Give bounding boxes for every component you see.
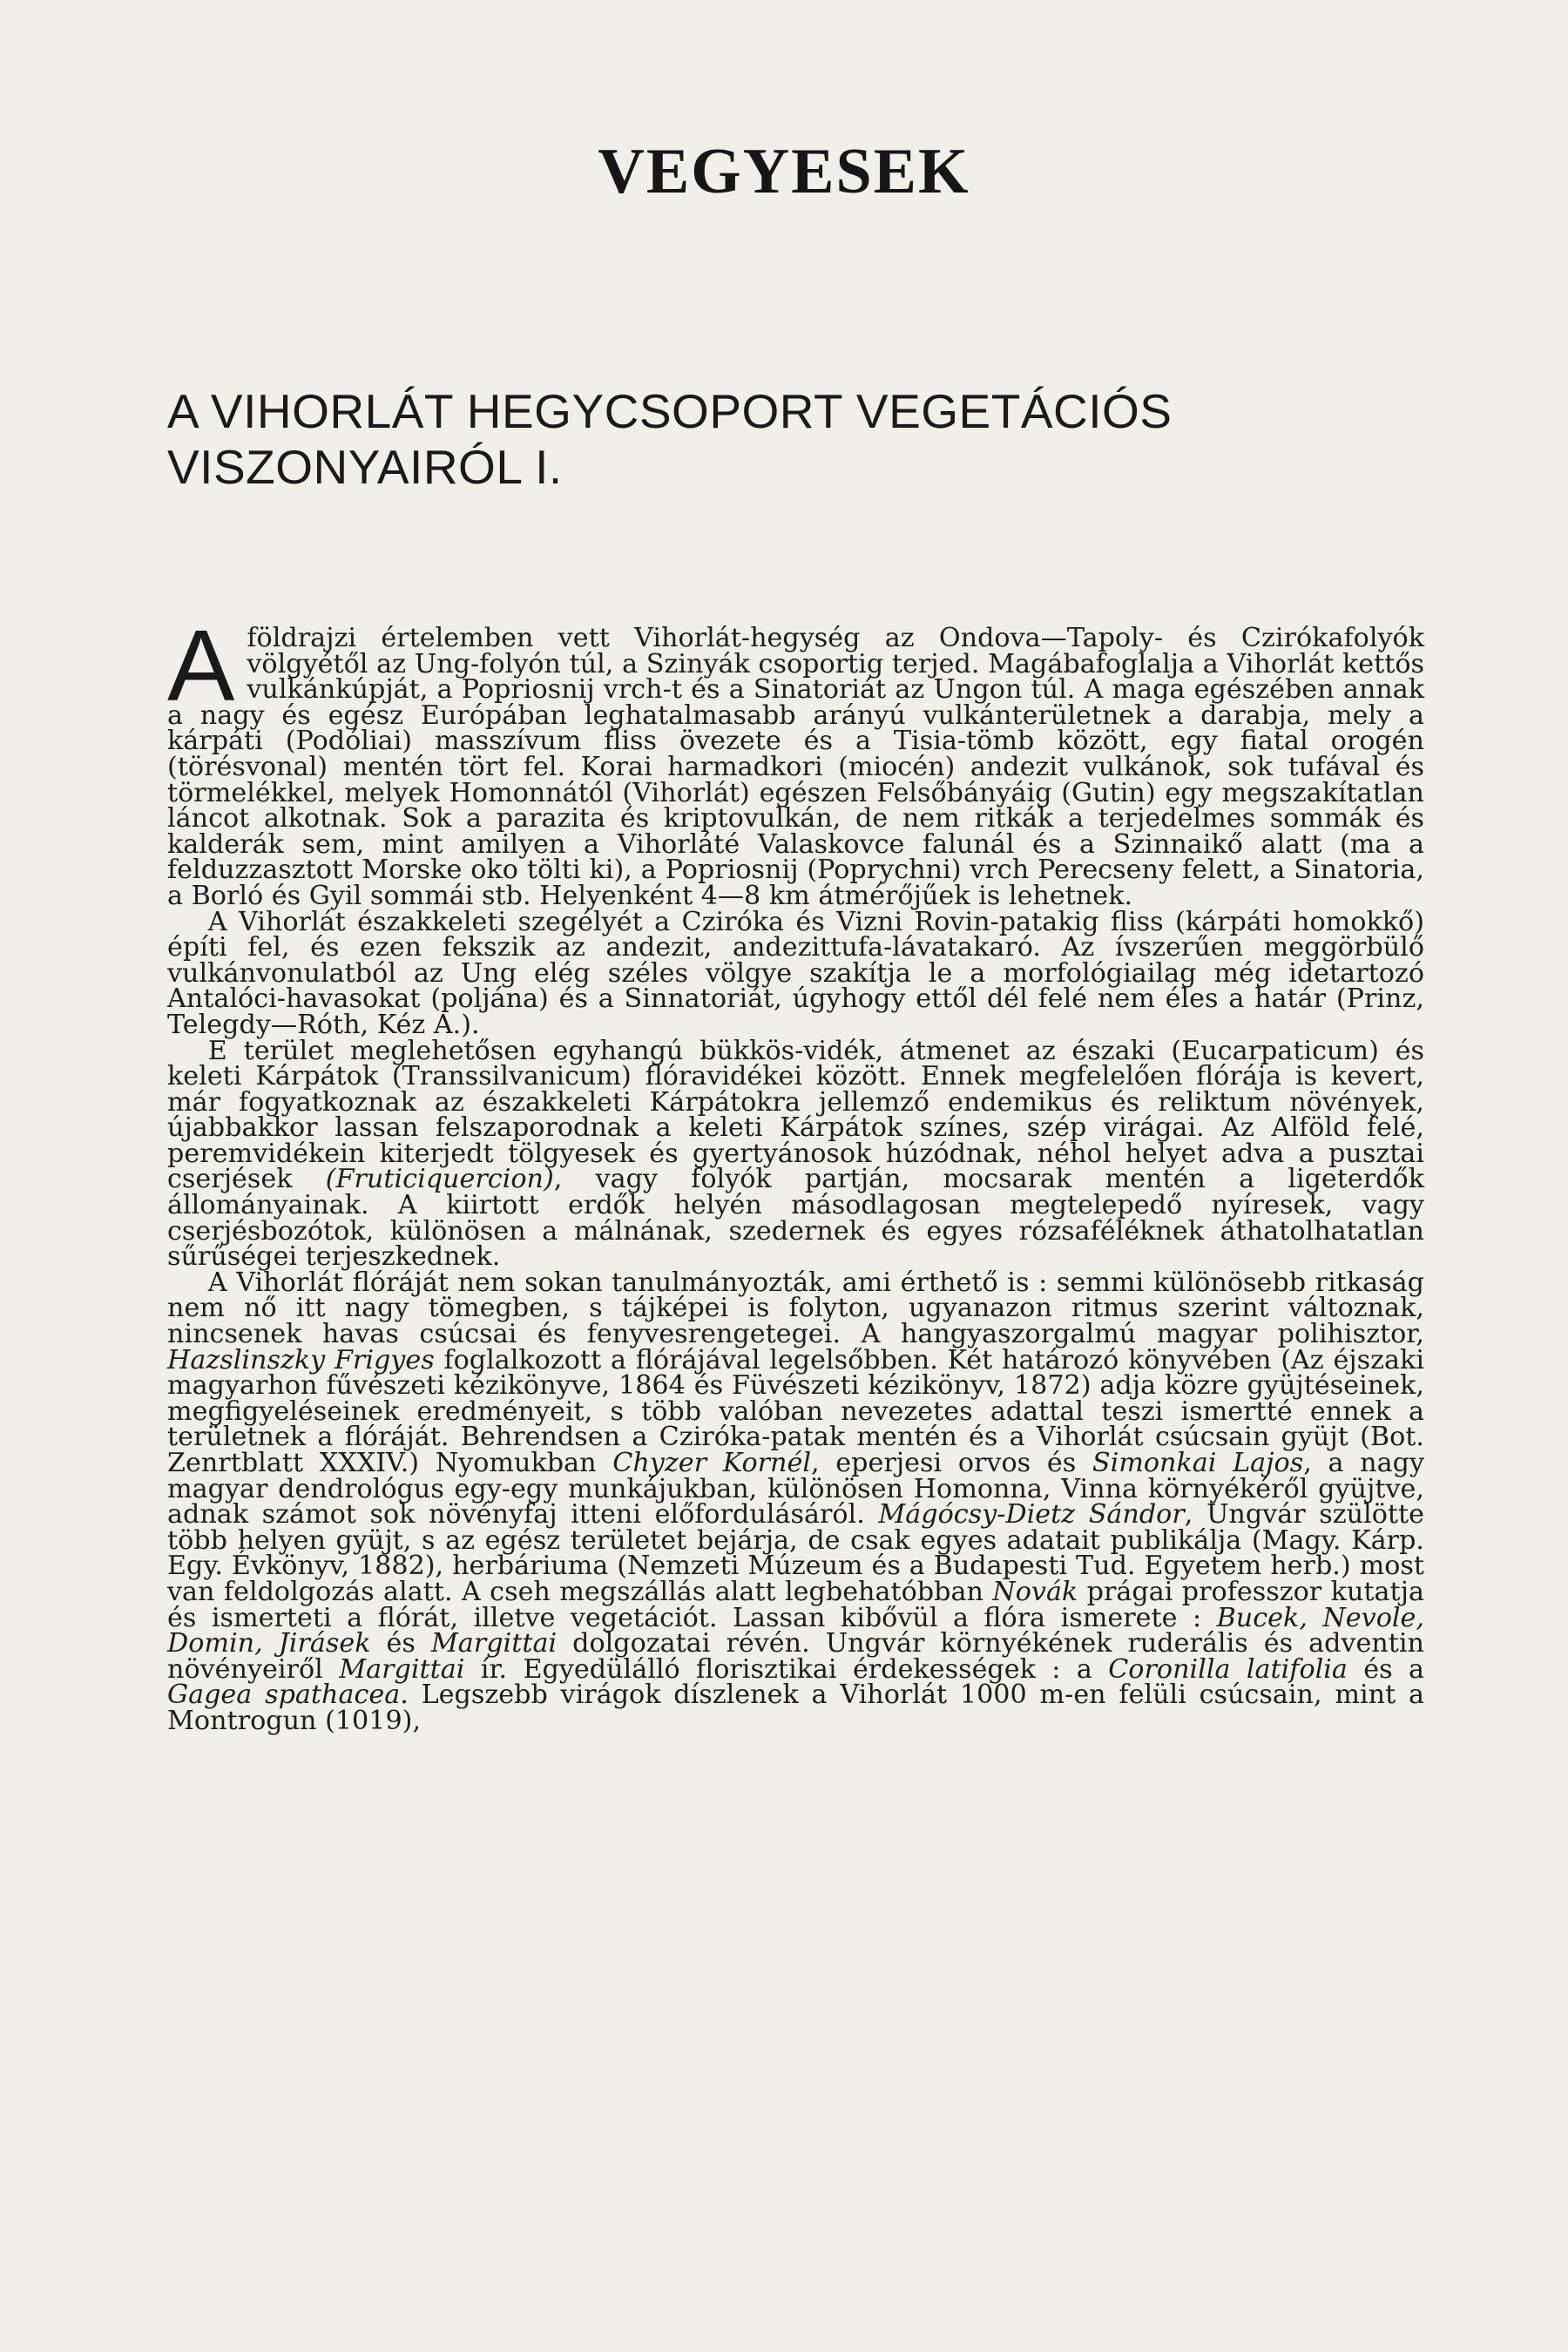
text-run: E terület meglehetősen egyhangú bükkös-vidék, átmenet az északi (Eucarpaticum) és keleti Kárpátok (Transsilvanicum) flóravidékei között. Ennek megfelelően flórája is kevert, már fogyatkoznak az északkeleti Kárpátokra jellemző endemikus és reliktum növények, újabbakkor lassan felszaporodnak a keleti Kárpátok színes, szép virágai. Az Alföld felé, peremvidékein kiterjedt tölgyesek és gyertyánosok húzódnak, néhol helyet adva a pusztai cserjések: [167, 1035, 1424, 1195]
text-run: , Ungvár szülötte több helyen gyüjt, s az egész területet bejárja, de csak egyes adatait publikálja (Magy. Kárp. Egy. Évkönyv, 1882), herbáriuma (Nemzeti Múzeum és a Budapesti Tud. Egyetem herb.) most van feldolgozás alatt. A cseh megszállás alatt legbehatóbban: [167, 1499, 1424, 1607]
paragraph-2: [167, 906, 1424, 1040]
article-body: [167, 609, 1425, 1736]
text-run: és: [370, 1628, 431, 1659]
text-run-italic: Gagea spathacea: [167, 1680, 401, 1711]
text-run-italic: Chyzer Kornél: [612, 1448, 812, 1478]
text-run-italic: Margittai: [339, 1653, 465, 1685]
text-run-italic: Mágócsy-Dietz Sándor: [878, 1499, 1185, 1531]
text-run: A Vihorlát északkeleti szegélyét a Cziróka és Vizni Rovin-patakig fliss (kárpáti homokkő) építi fel, és ezen fekszik az andezit, andezittufa-lávatakaró. Az ívszerűen meggörbülő vulkánvonulatból az Ung elég széles völgye szakítja le a morfológiailag még idetartozó Antalóci-havasokat (poljána) és a Sinnatoriát, úgyhogy ettől dél felé nem éles a határ (Prinz, Telegdy—Róth, Kéz A.).: [167, 906, 1424, 1040]
text-run-italic: Simonkai Lajos: [1092, 1448, 1304, 1478]
text-run: földrajzi értelemben vett Vihorlát-hegység az Ondova—Tapoly- és Czirókafolyók völgyétől az Ung-folyón túl, a Szinyák csoportig terjed. Magábafoglalja a Vihorlát kettős vulkánkúpját, a Popriosnij vrch-t és a Sinatoriát az Ungon túl. A maga egészében annak a nagy és egész Európában leghatalmasabb arányú vulkánterületnek a darabja, mely a kárpáti (Podóliai) masszívum fliss övezete és a Tisia-tömb között, egy fiatal orogén (törésvonal) mentén tört fel. Korai harmadkori (miocén) andezit vulkánok, sok tufával és törmelékkel, melyek Homonnától (Vihorlát) egészen Felsőbányáig (Gutin) egy megszakítatlan láncot alkotnak. Sok a parazita és kriptovulkán, de nem ritkák a terjedelmes sommák és kalderák sem, mint amilyen a Vihorláté Valaskovce falunál és a Szinnaikő alatt (ma a felduzzasztott Morske oko tölti ki), a Popriosnij (Poprychni) vrch Perecseny felett, a Sinatoria, a Borló és Gyil sommái stb. Helyenként 4—8 km átmérőjűek is lehetnek.: [167, 623, 1424, 911]
text-run-italic: Bucek, Nevole, Domin, Jirásek: [167, 1602, 1424, 1659]
paragraph-1: [167, 609, 1424, 911]
text-run-italic: Margittai: [430, 1628, 558, 1659]
drop-cap: A: [167, 609, 235, 722]
text-run: , eperjesi orvos és: [811, 1448, 1092, 1478]
article-title: A VIHORLÁT HEGYCSOPORT VEGETÁCIÓS VISZONYAIRÓL I.: [167, 384, 1173, 494]
text-run-italic: Hazslinszky Frigyes: [167, 1344, 435, 1375]
paragraph-3: [167, 1035, 1424, 1273]
text-run: prágai professzor kutatja és ismerteti a flórát, illetve vegetációt. Lassan kibővül a flóra ismerete :: [167, 1576, 1424, 1633]
text-run: , a nagy magyar dendrológus egy-egy munkájukban, különösen Homonna, Vinna környékéről gyüjtve, adnak számot sok növényfaj itteni előfordulásáról.: [167, 1448, 1424, 1531]
text-run-italic: (Fruticiquercion): [325, 1164, 554, 1195]
text-run-italic: Novák: [992, 1576, 1078, 1607]
text-run: A Vihorlát flóráját nem sokan tanulmányozták, ami érthető is : semmi különösebb ritkaság nem nő itt nagy tömegben, s tájképei is folyton, ugyanazon ritmus szerint változnak, nincsenek havas csúcsai és fenyvesrengetegei. A hangyaszorgalmú magyar polihisztor,: [167, 1267, 1424, 1350]
section-title: VEGYESEK: [598, 136, 970, 207]
text-run: ír. Egyedülálló florisztikai érdekességek : a: [464, 1653, 1109, 1685]
text-run: , vagy folyók partján, mocsarak mentén a ligeterdők állományainak. A kiirtott erdők helyén másodlagosan megtelepedő nyíresek, vagy cserjésbozótok, különösen a málnának, szedernek és egyes rózsaféléknek áthatolhatatlan sűrűségei terjeszkednek.: [167, 1164, 1424, 1273]
text-run: foglalkozott a flórájával legelsőbben. Két határozó könyvében (Az éjszaki magyarhon fűvészeti kézikönyve, 1864 és Füvészeti kézikönyv, 1872) adja közre gyüjtéseinek, megfigyeléseinek eredményeit, s több valóban nevezetes adattal teszi ismertté ennek a területnek a flóráját. Behrendsen a Cziróka-patak mentén és a Vihorlát csúcsain gyüjt (Bot. Zenrtblatt XXXIV.) Nyomukban: [167, 1344, 1425, 1478]
text-run: dolgozatai révén. Ungvár környékének ruderális és adventin növényeiről: [167, 1628, 1424, 1685]
text-run: . Legszebb virágok díszlenek a Vihorlát 1000 m-en felüli csúcsain, mint a Montrogun (1019),: [167, 1680, 1424, 1736]
text-run-italic: Coronilla latifolia: [1108, 1653, 1348, 1685]
text-run: és a: [1347, 1653, 1425, 1685]
paragraph-4: [167, 1267, 1425, 1736]
